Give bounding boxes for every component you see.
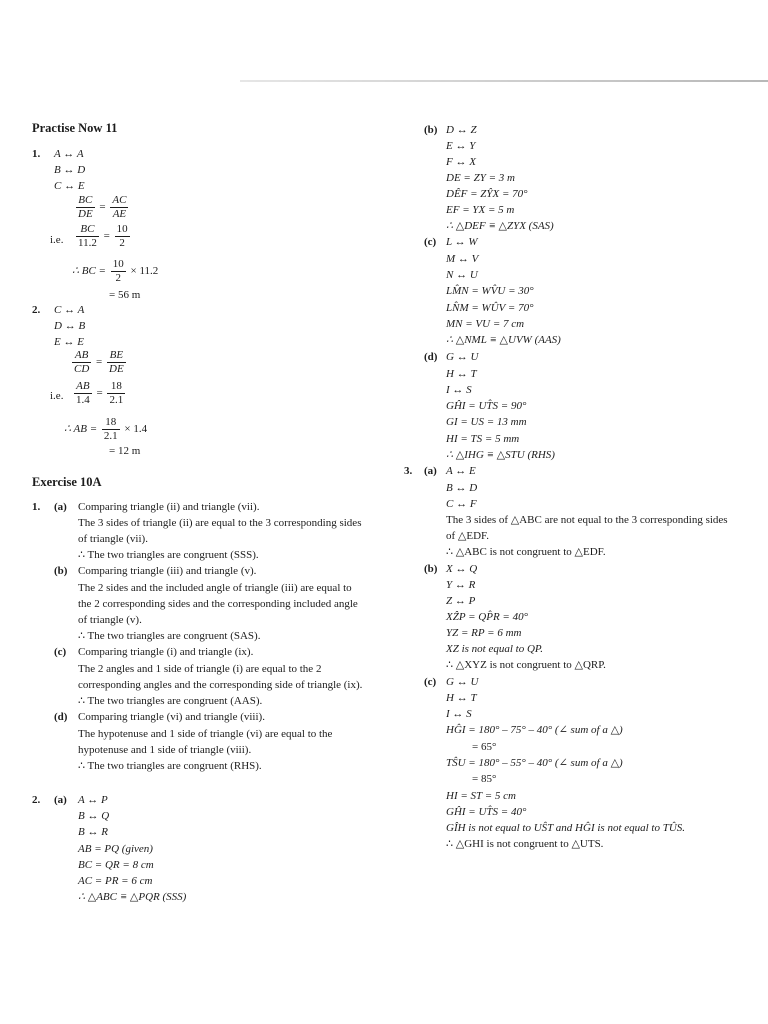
fraction: $\frac{18}{2.1}$: [109, 380, 124, 406]
exercise-q3a-line-4: The 3 sides of △ABC are not equal to the 3 corresponding sides: [446, 514, 728, 526]
exercise-q2b-line-1: D ↔ Z: [446, 124, 477, 136]
exercise-q2a-line-4: AB = PQ (given): [78, 843, 153, 855]
exercise-q3b-label: (b): [424, 563, 438, 575]
exercise-q1c-line-1: Comparing triangle (i) and triangle (ix).: [78, 646, 254, 658]
ie-label: i.e.: [50, 234, 64, 246]
exercise-q2a-line-3: B ↔ R: [78, 826, 108, 838]
practise-q1-number: 1.: [32, 148, 41, 160]
exercise-q3c-line-11: ∴ △GHI is not congruent to △UTS.: [446, 838, 604, 850]
practise-q2-corr-1: C ↔ A: [54, 304, 85, 316]
exercise-q3c-line-4: HĜI = 180° – 75° – 40° (∠ sum of a △): [446, 724, 623, 736]
exercise-q1b-line-5: ∴ The two triangles are congruent (SAS).: [78, 630, 261, 642]
exercise-q2c-line-3: N ↔ U: [446, 269, 478, 281]
fraction: $\frac{10}{2}$: [116, 223, 128, 249]
exercise-q2a-line-6: AC = PR = 6 cm: [78, 875, 153, 887]
exercise-q1-number: 1.: [32, 501, 41, 513]
exercise-q1a-label: (a): [54, 501, 67, 513]
exercise-q1d-line-2: The hypotenuse and 1 side of triangle (vi) are equal to the: [78, 728, 333, 740]
exercise-q1d-line-1: Comparing triangle (vi) and triangle (viii).: [78, 711, 265, 723]
practise-q1-ratio-equation: $\frac{BC}{DE}$ = $\frac{AC}{AE}$: [78, 194, 127, 220]
exercise-q2a-line-2: B ↔ Q: [78, 810, 110, 822]
exercise-q2b-label: (b): [424, 124, 438, 136]
exercise-q3c-line-9: GĤI = UT̂S = 40°: [446, 806, 527, 818]
exercise-q3a-line-1: A ↔ E: [446, 465, 476, 477]
exercise-q3a-line-3: C ↔ F: [446, 498, 477, 510]
ie-label: i.e.: [50, 390, 64, 402]
exercise-q2b-line-5: DÊF = ZŶX = 70°: [446, 188, 528, 200]
exercise-q2d-line-5: GI = US = 13 mm: [446, 416, 527, 428]
practise-q2-corr-2: D ↔ B: [54, 320, 86, 332]
exercise-q3b-line-7: ∴ △XYZ is not congruent to △QRP.: [446, 659, 606, 671]
exercise-q3c-line-5: = 65°: [472, 741, 497, 753]
exercise-q2c-line-4: LM̂N = WV̂U = 30°: [446, 285, 534, 297]
practise-q2-answer: = 12 m: [109, 445, 141, 457]
practise-q2-result: ∴ AB = $\frac{18}{2.1}$ × 1.4: [64, 416, 148, 442]
exercise-q1c-line-4: ∴ The two triangles are congruent (AAS).: [78, 695, 263, 707]
exercise-q1d-line-3: hypotenuse and 1 side of triangle (viii).: [78, 744, 252, 756]
exercise-q3c-line-8: HI = ST = 5 cm: [446, 790, 516, 802]
fraction: $\frac{18}{2.1}$: [103, 416, 118, 442]
exercise-q1c-label: (c): [54, 646, 67, 658]
exercise-q3c-line-2: H ↔ T: [446, 692, 477, 704]
practise-q1-answer: = 56 m: [109, 289, 141, 301]
fraction: $\frac{AB}{CD}$: [74, 349, 90, 375]
practise-q1-substitution: $\frac{BC}{11.2}$ = $\frac{10}{2}$: [78, 223, 128, 249]
exercise-q3b-line-4: XẐP = QP̂R = 40°: [446, 611, 528, 623]
top-rule: [240, 80, 768, 82]
exercise-q2a-label: (a): [54, 794, 67, 806]
exercise-q3c-line-3: I ↔ S: [446, 708, 472, 720]
exercise-q2-number: 2.: [32, 794, 41, 806]
exercise-q1a-line-3: of triangle (vii).: [78, 533, 148, 545]
exercise-q3c-line-7: = 85°: [472, 773, 497, 785]
exercise-q3b-line-3: Z ↔ P: [446, 595, 476, 607]
exercise-q3b-line-2: Y ↔ R: [446, 579, 476, 591]
exercise-q2d-line-4: GĤI = UT̂S = 90°: [446, 400, 527, 412]
exercise-q2c-line-2: M ↔ V: [446, 253, 479, 265]
exercise-title: Exercise 10A: [32, 475, 102, 489]
practise-title: Practise Now 11: [32, 121, 118, 135]
practise-q2-substitution: $\frac{AB}{1.4}$ = $\frac{18}{2.1}$: [76, 380, 124, 406]
exercise-q2a-line-5: BC = QR = 8 cm: [78, 859, 154, 871]
practise-q2-number: 2.: [32, 304, 41, 316]
exercise-q2c-label: (c): [424, 236, 437, 248]
exercise-q1b-line-1: Comparing triangle (iii) and triangle (v).: [78, 565, 257, 577]
exercise-q2b-line-2: E ↔ Y: [446, 140, 476, 152]
exercise-q2c-line-1: L ↔ W: [446, 236, 478, 248]
exercise-q1a-line-4: ∴ The two triangles are congruent (SSS).: [78, 549, 259, 561]
exercise-q3-number: 3.: [404, 465, 413, 477]
exercise-q1c-line-3: corresponding angles and the corresponding side of triangle (ix).: [78, 679, 363, 691]
fraction: $\frac{10}{2}$: [112, 258, 124, 284]
exercise-q2d-line-7: ∴ △IHG ≡ △STU (RHS): [446, 449, 555, 461]
exercise-q2c-line-6: MN = VU = 7 cm: [446, 318, 525, 330]
exercise-q2c-line-5: LN̂M = WÛV = 70°: [446, 302, 534, 314]
exercise-q2d-line-6: HI = TS = 5 mm: [446, 433, 520, 445]
practise-q1-result: ∴ BC = $\frac{10}{2}$ × 11.2: [72, 258, 159, 284]
exercise-q3b-line-5: YZ = RP = 6 mm: [446, 627, 522, 639]
exercise-q3c-line-10: GÎH is not equal to UŜT and HĜI is not equal to TÛS.: [446, 822, 686, 834]
exercise-q3a-line-2: B ↔ D: [446, 482, 478, 494]
fraction: $\frac{AC}{AE}$: [112, 194, 127, 220]
exercise-q1b-line-2: The 2 sides and the included angle of triangle (iii) are equal to: [78, 582, 352, 594]
practise-q1-corr-1: A ↔ A: [54, 148, 84, 160]
fraction: $\frac{BC}{11.2}$: [78, 223, 97, 249]
practise-q2-corr-3: E ↔ E: [54, 336, 84, 348]
exercise-q2b-line-3: F ↔ X: [446, 156, 476, 168]
fraction: $\frac{BC}{DE}$: [78, 194, 93, 220]
exercise-q1b-label: (b): [54, 565, 68, 577]
exercise-q2d-line-3: I ↔ S: [446, 384, 472, 396]
exercise-q2d-line-1: G ↔ U: [446, 351, 479, 363]
exercise-q2a-line-1: A ↔ P: [78, 794, 108, 806]
exercise-q1b-line-4: of triangle (v).: [78, 614, 142, 626]
exercise-q3c-label: (c): [424, 676, 437, 688]
exercise-q3b-line-1: X ↔ Q: [446, 563, 478, 575]
exercise-q1d-label: (d): [54, 711, 68, 723]
practise-q1-corr-3: C ↔ E: [54, 180, 85, 192]
exercise-q1c-line-2: The 2 angles and 1 side of triangle (i) are equal to the 2: [78, 663, 322, 675]
fraction: $\frac{BE}{DE}$: [109, 349, 124, 375]
exercise-q1b-line-3: the 2 corresponding sides and the corresponding included angle: [78, 598, 358, 610]
exercise-q1a-line-2: The 3 sides of triangle (ii) are equal to the 3 corresponding sides: [78, 517, 362, 529]
exercise-q3a-label: (a): [424, 465, 437, 477]
practise-q2-ratio-equation: $\frac{AB}{CD}$ = $\frac{BE}{DE}$: [74, 349, 124, 375]
exercise-q2d-line-2: H ↔ T: [446, 368, 477, 380]
exercise-q2b-line-6: EF = YX = 5 m: [446, 204, 515, 216]
exercise-q3a-line-6: ∴ △ABC is not congruent to △EDF.: [446, 546, 606, 558]
exercise-q2b-line-4: DE = ZY = 3 m: [446, 172, 515, 184]
exercise-q3a-line-5: of △EDF.: [446, 530, 490, 542]
practise-q1-corr-2: B ↔ D: [54, 164, 86, 176]
exercise-q3b-line-6: XZ is not equal to QP.: [446, 643, 543, 655]
fraction: $\frac{AB}{1.4}$: [76, 380, 90, 406]
exercise-q3c-line-6: TŜU = 180° – 55° – 40° (∠ sum of a △): [446, 757, 623, 769]
exercise-q1a-line-1: Comparing triangle (ii) and triangle (vii).: [78, 501, 260, 513]
exercise-q2c-line-7: ∴ △NML ≡ △UVW (AAS): [446, 334, 561, 346]
exercise-q3c-line-1: G ↔ U: [446, 676, 479, 688]
exercise-q2a-line-7: ∴ △ABC ≡ △PQR (SSS): [78, 891, 187, 903]
exercise-q2d-label: (d): [424, 351, 438, 363]
exercise-q1d-line-4: ∴ The two triangles are congruent (RHS).: [78, 760, 262, 772]
exercise-q2b-line-7: ∴ △DEF ≡ △ZYX (SAS): [446, 220, 554, 232]
